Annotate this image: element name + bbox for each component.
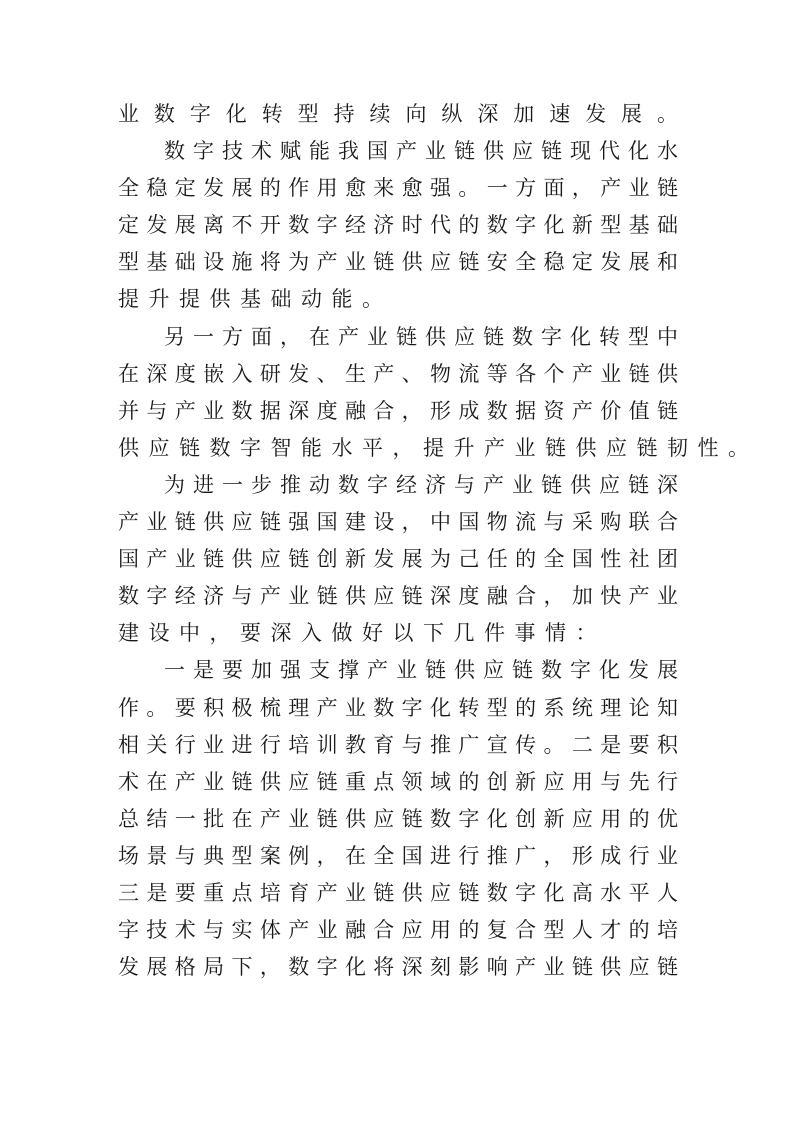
text-line: 术 在 产 业 链 供 应 链 重 点 领 域 的 创 新 应 用 与 先 行 <box>118 769 678 794</box>
text-line: 相 关 行 业 进 行 培 训 教 育 与 推 广 宣 传 。 二 是 要 积 <box>118 732 678 757</box>
paragraph <box>118 96 678 133</box>
text-line: 作 。 要 积 极 梳 理 产 业 数 字 化 转 型 的 系 统 理 论 知 <box>118 695 678 720</box>
text-line: 建设中，要深入做好以下几件事情： <box>118 621 606 646</box>
text-line: 定 发 展 离 不 开 数 字 经 济 时 代 的 数 字 化 新 型 基 础 <box>118 213 678 238</box>
text-line: 数 字 技 术 赋 能 我 国 产 业 链 供 应 链 现 代 化 水 <box>164 139 678 164</box>
text-line: 型 基 础 设 施 将 为 产 业 链 供 应 链 安 全 稳 定 发 展 和 <box>118 250 678 275</box>
text-line: 为 进 一 步 推 动 数 字 经 济 与 产 业 链 供 应 链 深 <box>164 472 678 497</box>
text-line: 一 是 要 加 强 支 撑 产 业 链 供 应 链 数 字 化 发 展 <box>164 658 678 683</box>
paragraph <box>118 133 678 318</box>
text-line: 场 景 与 典 型 案 例 ， 在 全 国 进 行 推 广 ， 形 成 行 业 <box>118 843 678 868</box>
text-line: 供应链数字智能水平，提升产业链供应链韧性。 <box>118 435 759 460</box>
document-page <box>118 96 759 986</box>
text-line: 全 稳 定 发 展 的 作 用 愈 来 愈 强 。 一 方 面 ， 产 业 链 <box>118 176 678 201</box>
text-line: 总 结 一 批 在 产 业 链 供 应 链 数 字 化 创 新 应 用 的 优 <box>118 806 678 831</box>
text-line: 在 深 度 嵌 入 研 发 、 生 产 、 物 流 等 各 个 产 业 链 供 <box>118 361 678 386</box>
text-line: 数 字 经 济 与 产 业 链 供 应 链 深 度 融 合 ， 加 快 产 业 <box>118 584 678 609</box>
text-line: 另 一 方 面 ， 在 产 业 链 供 应 链 数 字 化 转 型 中 <box>164 324 678 349</box>
text-line: 提升提供基础动能。 <box>118 287 393 312</box>
text-line: 三 是 要 重 点 培 育 产 业 链 供 应 链 数 字 化 高 水 平 人 <box>118 880 678 905</box>
text-line: 业 数 字 化 转 型 持 续 向 纵 深 加 速 发 展 。 <box>118 102 678 126</box>
text-line: 发 展 格 局 下 ， 数 字 化 将 深 刻 影 响 产 业 链 供 应 链 <box>118 955 678 980</box>
text-line: 字 技 术 与 实 体 产 业 融 合 应 用 的 复 合 型 人 才 的 培 <box>118 918 678 943</box>
paragraph <box>118 467 678 652</box>
text-line: 产 业 链 供 应 链 强 国 建 设 ， 中 国 物 流 与 采 购 联 合 <box>118 510 678 535</box>
paragraph <box>118 652 678 986</box>
text-line: 并 与 产 业 数 据 深 度 融 合 ， 形 成 数 据 资 产 价 值 链 <box>118 398 678 423</box>
text-line: 国 产 业 链 供 应 链 创 新 发 展 为 己 任 的 全 国 性 社 团 <box>118 547 678 572</box>
paragraph <box>118 319 759 467</box>
